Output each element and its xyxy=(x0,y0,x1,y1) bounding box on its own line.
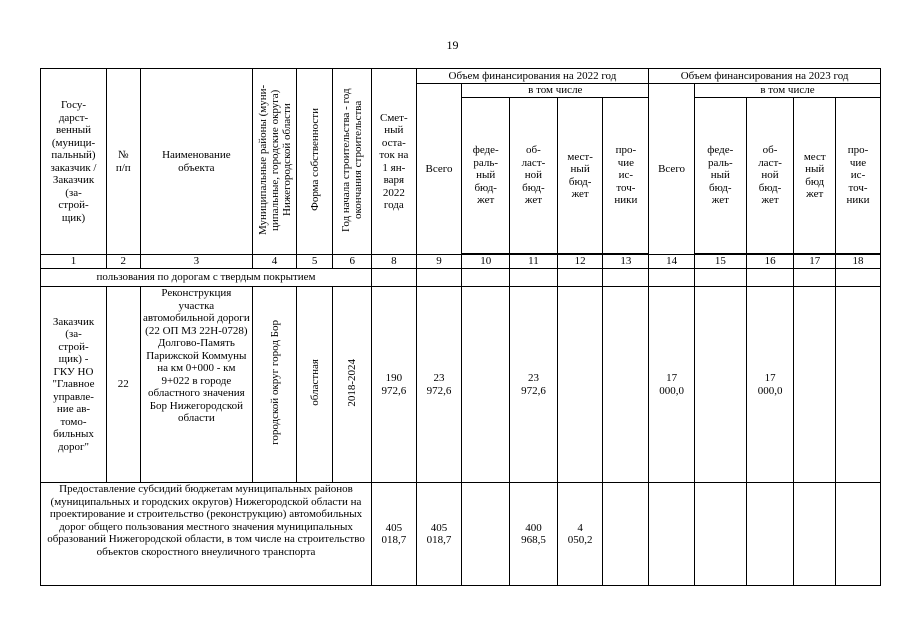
row22-total-2023: 17 000,0 xyxy=(649,287,695,483)
row22-estimate: 190 972,6 xyxy=(372,287,417,483)
header-regional-2023: об- ласт- ной бюд- жет xyxy=(746,98,794,254)
colnum: 6 xyxy=(333,255,372,269)
empty-cell xyxy=(372,269,417,287)
empty-cell xyxy=(836,269,881,287)
header-incl-2022: в том числе xyxy=(462,84,649,98)
colnum: 17 xyxy=(794,255,836,269)
subsidy-regional-2022: 400 968,5 xyxy=(510,483,558,586)
empty-cell xyxy=(510,269,558,287)
header-estimate: Смет- ный остa- ток на 1 ян- варя 2022 года xyxy=(372,69,417,255)
section-title: пользования по дорогам с твердым покрытием xyxy=(41,269,372,287)
colnum: 5 xyxy=(296,255,333,269)
colnum: 11 xyxy=(510,255,558,269)
header-group-2023: Объем финансирования на 2023 год xyxy=(649,69,881,84)
empty-cell xyxy=(794,483,836,586)
header-ownership-cell xyxy=(296,69,333,255)
colnum: 13 xyxy=(603,255,649,269)
colnum: 2 xyxy=(107,255,141,269)
empty-cell xyxy=(649,269,695,287)
header-number: № п/п xyxy=(107,69,141,255)
colnum: 14 xyxy=(649,255,695,269)
colnum: 12 xyxy=(557,255,603,269)
subsidy-text: Предоставление субсидий бюджетам муниципальных районов (муниципальных и городских округов) Нижегородской области на проектирование и строительство (реконструкцию) автомобильных дорог общего пользования местного значения муниципальных образований Нижегородской области, в том числе на строительство объектов скоростного внеуличного транспорта xyxy=(41,483,372,586)
empty-cell xyxy=(836,483,881,586)
row22-object: Реконструкция участка автомобильной дороги (22 ОП МЗ 22Н-0728) Долгово-Память Парижской Коммуны на км 0+000 - км 9+022 в городе областного значения Бор Нижегородской области xyxy=(140,287,253,483)
colnum: 3 xyxy=(140,255,253,269)
subsidy-total-2022: 405 018,7 xyxy=(416,483,462,586)
header-federal-2022: феде- раль- ный бюд- жет xyxy=(462,98,510,254)
header-regional-2022: об- ласт- ной бюд- жет xyxy=(510,98,558,254)
empty-cell xyxy=(694,483,746,586)
colnum: 10 xyxy=(462,255,510,269)
subsidy-local-2022: 4 050,2 xyxy=(557,483,603,586)
empty-cell xyxy=(794,287,836,483)
empty-cell xyxy=(603,269,649,287)
header-customer: Госу- дарст- венный (муници- пальный) заказчик / Заказчик (за- строй- щик) xyxy=(41,69,107,255)
empty-cell xyxy=(649,483,695,586)
header-local-2022: мест- ный бюд- жет xyxy=(557,98,603,254)
row22-regional-2022: 23 972,6 xyxy=(510,287,558,483)
empty-cell xyxy=(557,269,603,287)
object-row-22 xyxy=(41,287,881,483)
header-ownership: Форма собственности xyxy=(308,108,321,212)
colnum: 1 xyxy=(41,255,107,269)
row22-regional-2023: 17 000,0 xyxy=(746,287,794,483)
empty-cell xyxy=(603,483,649,586)
header-other-2022: про- чие ис- точ- ники xyxy=(603,98,649,254)
subsidy-row xyxy=(41,483,881,586)
colnum: 15 xyxy=(694,255,746,269)
empty-cell xyxy=(462,269,510,287)
empty-cell xyxy=(694,287,746,483)
empty-cell xyxy=(603,287,649,483)
header-local-2023: мест ный бюд жет xyxy=(794,98,836,254)
header-total-2022: Всего xyxy=(416,84,462,255)
column-number-row xyxy=(41,255,881,269)
row22-municipality: городской округ город Бор xyxy=(268,320,281,446)
empty-cell xyxy=(794,269,836,287)
header-municipality-cell xyxy=(253,69,297,255)
row22-ownership-cell xyxy=(296,287,333,483)
section-row xyxy=(41,269,881,287)
empty-cell xyxy=(557,287,603,483)
header-years-cell xyxy=(333,69,372,255)
colnum: 8 xyxy=(372,255,417,269)
financing-table xyxy=(40,68,881,586)
row22-customer: Заказчик (за- строй- щик) - ГКУ НО "Главное управле- ние ав- томо- бильных дорог" xyxy=(41,287,107,483)
page-number: 19 xyxy=(446,38,459,52)
header-years: Год начала строительства - год окончания строительства xyxy=(340,87,365,232)
empty-cell xyxy=(462,483,510,586)
header-municipality: Муниципальные районы (муни-ципальные, городские округа) Нижегородской области xyxy=(256,84,293,235)
colnum: 18 xyxy=(836,255,881,269)
header-incl-2023: в том числе xyxy=(694,84,880,98)
header-federal-2023: феде- раль- ный бюд- жет xyxy=(694,98,746,254)
header-total-2023: Всего xyxy=(649,84,695,255)
empty-cell xyxy=(746,269,794,287)
colnum: 16 xyxy=(746,255,794,269)
empty-cell xyxy=(462,287,510,483)
subsidy-estimate: 405 018,7 xyxy=(372,483,417,586)
row22-municipality-cell xyxy=(253,287,297,483)
row22-years: 2018-2024 xyxy=(346,358,359,407)
header-object-name: Наименование объекта xyxy=(140,69,253,255)
header-other-2023: про- чие ис- точ- ники xyxy=(836,98,881,254)
colnum: 9 xyxy=(416,255,462,269)
empty-cell xyxy=(416,269,462,287)
colnum: 4 xyxy=(253,255,297,269)
empty-cell xyxy=(746,483,794,586)
row22-years-cell xyxy=(333,287,372,483)
row22-ownership: областная xyxy=(308,359,321,407)
empty-cell xyxy=(836,287,881,483)
header-group-2022: Объем финансирования на 2022 год xyxy=(416,69,649,84)
row22-total-2022: 23 972,6 xyxy=(416,287,462,483)
row22-number: 22 xyxy=(107,287,141,483)
empty-cell xyxy=(694,269,746,287)
